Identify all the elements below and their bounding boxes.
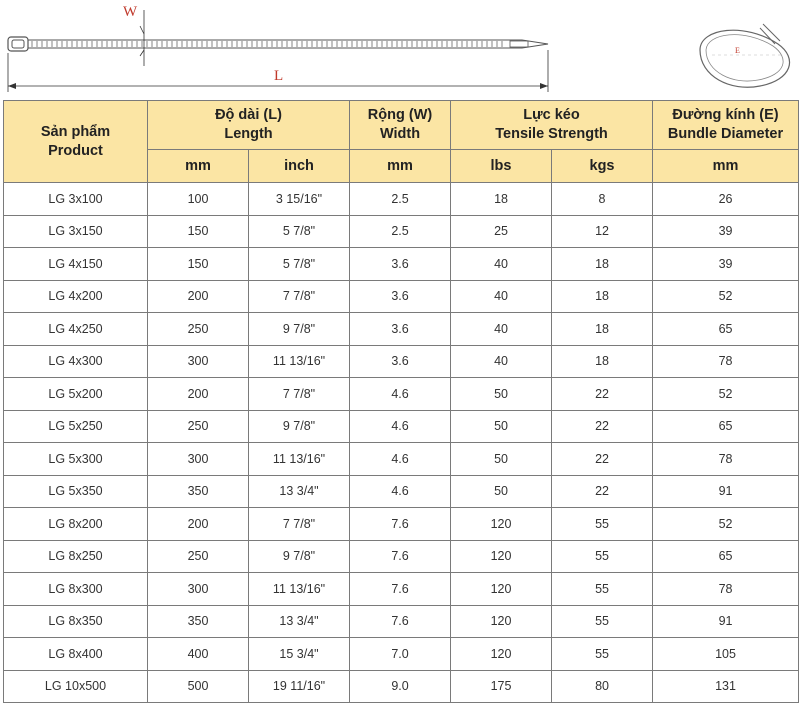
- width-arrow-bottom: [140, 50, 144, 56]
- header-diameter: [653, 101, 799, 150]
- width-cell: 3.6: [350, 248, 451, 281]
- product-cell: LG 10x500: [4, 670, 148, 703]
- table-row: [4, 248, 799, 281]
- diameter-cell: 91: [653, 605, 799, 638]
- length-inch-cell: 19 11/16": [249, 670, 350, 703]
- length-inch-cell: 11 13/16": [249, 443, 350, 476]
- tie-teeth: [32, 41, 502, 47]
- product-cell: LG 5x250: [4, 410, 148, 443]
- product-cell: LG 4x250: [4, 313, 148, 346]
- length-inch-cell: 11 13/16": [249, 345, 350, 378]
- product-cell: LG 4x150: [4, 248, 148, 281]
- width-cell: 7.6: [350, 508, 451, 541]
- tensile-lbs-cell: 40: [451, 248, 552, 281]
- table-row: [4, 183, 799, 216]
- product-cell: LG 8x350: [4, 605, 148, 638]
- length-inch-cell: 13 3/4": [249, 605, 350, 638]
- header-tensile: [451, 101, 653, 150]
- table-body: [4, 183, 799, 703]
- length-inch-cell: 5 7/8": [249, 248, 350, 281]
- table-row: [4, 215, 799, 248]
- tensile-kgs-cell: 55: [552, 508, 653, 541]
- tensile-lbs-cell: 25: [451, 215, 552, 248]
- header-width-en: Width: [379, 126, 421, 142]
- diameter-cell: 65: [653, 313, 799, 346]
- unit-length-inch: inch: [249, 150, 350, 183]
- product-cell: LG 8x400: [4, 638, 148, 671]
- product-cell: LG 8x250: [4, 540, 148, 573]
- diameter-cell: 78: [653, 573, 799, 606]
- table-row: [4, 638, 799, 671]
- table-row: [4, 508, 799, 541]
- tensile-kgs-cell: 22: [552, 443, 653, 476]
- width-cell: 9.0: [350, 670, 451, 703]
- product-cell: LG 4x200: [4, 280, 148, 313]
- tensile-kgs-cell: 8: [552, 183, 653, 216]
- tensile-lbs-cell: 40: [451, 280, 552, 313]
- header-diameter-en: Bundle Diameter: [667, 126, 784, 142]
- diameter-cell: 105: [653, 638, 799, 671]
- tensile-kgs-cell: 80: [552, 670, 653, 703]
- length-inch-cell: 7 7/8": [249, 280, 350, 313]
- looped-tie-inner: [706, 35, 783, 81]
- table-row: [4, 475, 799, 508]
- header-tensile-en: Tensile Strength: [495, 126, 608, 142]
- tie-tail: [510, 41, 528, 47]
- diameter-cell: 91: [653, 475, 799, 508]
- tensile-lbs-cell: 120: [451, 508, 552, 541]
- diameter-cell: 65: [653, 410, 799, 443]
- product-cell: LG 4x300: [4, 345, 148, 378]
- product-cell: LG 3x100: [4, 183, 148, 216]
- unit-tensile-kgs: kgs: [552, 150, 653, 183]
- table-row: [4, 410, 799, 443]
- tie-head-slot: [12, 40, 24, 48]
- length-inch-cell: 7 7/8": [249, 378, 350, 411]
- header-diameter-vi: Đường kính (E): [672, 107, 779, 123]
- header-product-vi: Sản phẩm: [40, 123, 111, 140]
- length-inch-cell: 3 15/16": [249, 183, 350, 216]
- looped-tie-outer: [700, 30, 790, 87]
- tensile-kgs-cell: 55: [552, 605, 653, 638]
- header-length: [148, 101, 350, 150]
- tensile-kgs-cell: 18: [552, 345, 653, 378]
- length-mm-cell: 250: [148, 313, 249, 346]
- diameter-cell: 39: [653, 248, 799, 281]
- length-inch-cell: 9 7/8": [249, 410, 350, 443]
- width-cell: 3.6: [350, 313, 451, 346]
- length-mm-cell: 500: [148, 670, 249, 703]
- product-cell: LG 8x300: [4, 573, 148, 606]
- product-cell: LG 5x300: [4, 443, 148, 476]
- diameter-cell: 78: [653, 443, 799, 476]
- length-inch-cell: 15 3/4": [249, 638, 350, 671]
- tensile-lbs-cell: 40: [451, 313, 552, 346]
- tensile-lbs-cell: 50: [451, 443, 552, 476]
- width-cell: 7.0: [350, 638, 451, 671]
- tensile-kgs-cell: 55: [552, 573, 653, 606]
- length-mm-cell: 300: [148, 573, 249, 606]
- table-row: [4, 670, 799, 703]
- tensile-kgs-cell: 55: [552, 638, 653, 671]
- diameter-cell: 131: [653, 670, 799, 703]
- length-mm-cell: 350: [148, 605, 249, 638]
- length-mm-cell: 400: [148, 638, 249, 671]
- tensile-kgs-cell: 18: [552, 248, 653, 281]
- tensile-kgs-cell: 18: [552, 280, 653, 313]
- tensile-kgs-cell: 22: [552, 475, 653, 508]
- length-mm-cell: 250: [148, 410, 249, 443]
- unit-diameter-mm: mm: [653, 150, 799, 183]
- width-cell: 4.6: [350, 443, 451, 476]
- header-row: [4, 101, 799, 150]
- tensile-lbs-cell: 120: [451, 573, 552, 606]
- tie-strap: [28, 40, 548, 48]
- tensile-kgs-cell: 55: [552, 540, 653, 573]
- diameter-cell: 39: [653, 215, 799, 248]
- cable-tie-diagram: [0, 0, 800, 98]
- length-label: L: [274, 68, 284, 84]
- spec-table: [3, 100, 799, 703]
- length-arrow-right: [540, 83, 548, 89]
- header-width-vi: Rộng (W): [367, 107, 433, 123]
- table-row: [4, 605, 799, 638]
- product-cell: LG 5x350: [4, 475, 148, 508]
- tensile-kgs-cell: 18: [552, 313, 653, 346]
- length-inch-cell: 9 7/8": [249, 540, 350, 573]
- length-mm-cell: 350: [148, 475, 249, 508]
- tensile-lbs-cell: 50: [451, 410, 552, 443]
- table-row: [4, 540, 799, 573]
- length-mm-cell: 150: [148, 215, 249, 248]
- tensile-kgs-cell: 22: [552, 378, 653, 411]
- table-row: [4, 443, 799, 476]
- tensile-lbs-cell: 50: [451, 378, 552, 411]
- width-cell: 4.6: [350, 410, 451, 443]
- tensile-lbs-cell: 40: [451, 345, 552, 378]
- length-inch-cell: 11 13/16": [249, 573, 350, 606]
- product-cell: LG 5x200: [4, 378, 148, 411]
- header-tensile-vi: Lực kéo: [523, 107, 580, 123]
- diameter-cell: 26: [653, 183, 799, 216]
- tensile-lbs-cell: 175: [451, 670, 552, 703]
- length-inch-cell: 9 7/8": [249, 313, 350, 346]
- length-mm-cell: 300: [148, 345, 249, 378]
- width-cell: 4.6: [350, 378, 451, 411]
- width-cell: 7.6: [350, 573, 451, 606]
- length-mm-cell: 300: [148, 443, 249, 476]
- diameter-cell: 52: [653, 508, 799, 541]
- tensile-kgs-cell: 22: [552, 410, 653, 443]
- product-cell: LG 8x200: [4, 508, 148, 541]
- width-cell: 2.5: [350, 215, 451, 248]
- length-inch-cell: 7 7/8": [249, 508, 350, 541]
- tensile-lbs-cell: 50: [451, 475, 552, 508]
- header-length-en: Length: [224, 126, 273, 142]
- width-cell: 7.6: [350, 540, 451, 573]
- tensile-lbs-cell: 18: [451, 183, 552, 216]
- tensile-lbs-cell: 120: [451, 638, 552, 671]
- table-row: [4, 378, 799, 411]
- width-cell: 3.6: [350, 345, 451, 378]
- product-cell: LG 3x150: [4, 215, 148, 248]
- diameter-cell: 52: [653, 280, 799, 313]
- table-row: [4, 280, 799, 313]
- header-length-vi: Độ dài (L): [215, 107, 282, 123]
- unit-width-mm: mm: [350, 150, 451, 183]
- length-mm-cell: 200: [148, 378, 249, 411]
- tensile-lbs-cell: 120: [451, 540, 552, 573]
- width-cell: 2.5: [350, 183, 451, 216]
- length-mm-cell: 150: [148, 248, 249, 281]
- table-row: [4, 345, 799, 378]
- table-row: [4, 573, 799, 606]
- tensile-lbs-cell: 120: [451, 605, 552, 638]
- length-mm-cell: 200: [148, 508, 249, 541]
- length-inch-cell: 5 7/8": [249, 215, 350, 248]
- tie-head: [8, 37, 28, 51]
- width-cell: 3.6: [350, 280, 451, 313]
- table-row: [4, 313, 799, 346]
- width-cell: 7.6: [350, 605, 451, 638]
- diameter-label: E: [735, 46, 740, 55]
- length-mm-cell: 250: [148, 540, 249, 573]
- header-width: [350, 101, 451, 150]
- length-inch-cell: 13 3/4": [249, 475, 350, 508]
- header-product: [4, 101, 148, 183]
- width-arrow-top: [140, 26, 144, 34]
- width-label: W: [123, 4, 138, 20]
- length-arrow-left: [8, 83, 16, 89]
- width-cell: 4.6: [350, 475, 451, 508]
- header-product-en: Product: [48, 142, 103, 159]
- diameter-cell: 78: [653, 345, 799, 378]
- cable-tie-drawing: [0, 0, 800, 98]
- unit-tensile-lbs: lbs: [451, 150, 552, 183]
- diameter-cell: 52: [653, 378, 799, 411]
- diameter-cell: 65: [653, 540, 799, 573]
- length-mm-cell: 200: [148, 280, 249, 313]
- length-mm-cell: 100: [148, 183, 249, 216]
- unit-length-mm: mm: [148, 150, 249, 183]
- tensile-kgs-cell: 12: [552, 215, 653, 248]
